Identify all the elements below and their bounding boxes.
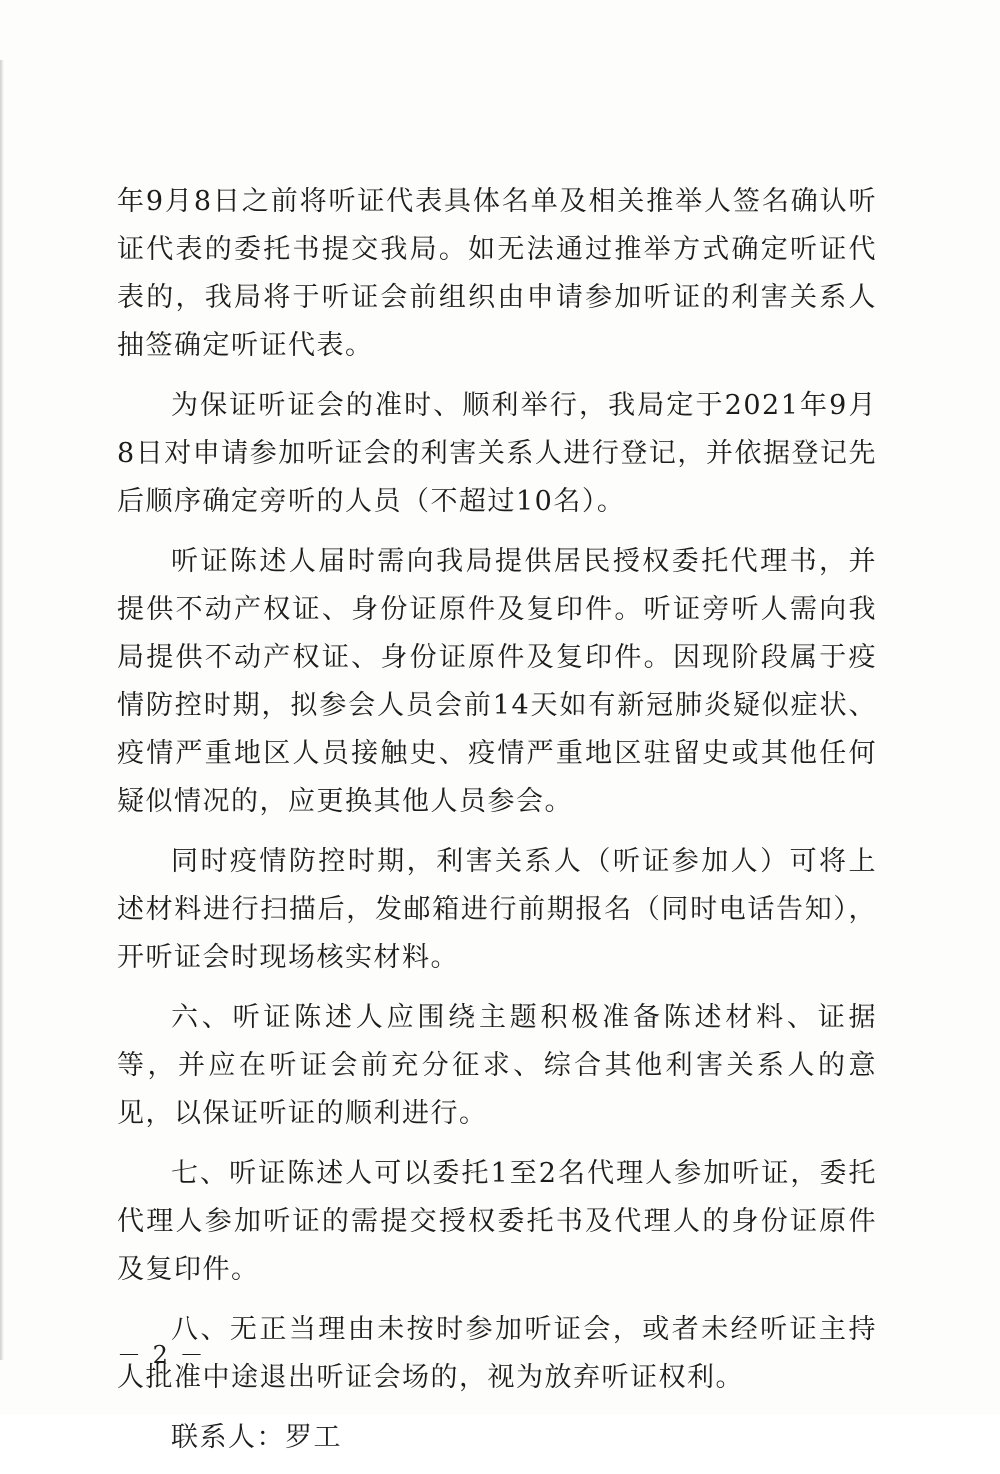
scan-edge-shadow (0, 60, 4, 1360)
paragraph-item-six: 六、听证陈述人应围绕主题积极准备陈述材料、证据等，并应在听证会前充分征求、综合其他利害关系人的意见，以保证听证的顺利进行。 (117, 1002, 877, 1129)
paragraph-materials: 听证陈述人届时需向我局提供居民授权委托代理书，并提供不动产权证、身份证原件及复印件。听证旁听人需向我局提供不动产权证、身份证原件及复印件。因现阶段属于疫情防控时期，拟参会人员会前14天如有新冠肺炎疑似症状、疫情严重地区人员接触史、疫情严重地区驻留史或其他任何疑似情况的，应更换其他人员参会。 (117, 546, 877, 817)
paragraph-item-eight: 八、无正当理由未按时参加听证会，或者未经听证主持人批准中途退出听证会场的，视为放弃听证权利。 (117, 1314, 877, 1393)
document-body (117, 178, 877, 1474)
paragraph-contact: 联系人：罗工 (171, 1422, 342, 1453)
page-number: － 2 － (117, 1341, 206, 1369)
paragraph-epidemic: 同时疫情防控时期，利害关系人（听证参加人）可将上述材料进行扫描后，发邮箱进行前期报名（同时电话告知），开听证会时现场核实材料。 (117, 846, 877, 973)
paragraph-registration: 为保证听证会的准时、顺利举行，我局定于2021年9月8日对申请参加听证会的利害关系人进行登记，并依据登记先后顺序确定旁听的人员（不超过10名）。 (117, 390, 877, 517)
paragraph-continuation: 年9月8日之前将听证代表具体名单及相关推举人签名确认听证代表的委托书提交我局。如无法通过推举方式确定听证代表的，我局将于听证会前组织由申请参加听证的利害关系人抽签确定听证代表。 (117, 186, 877, 361)
paragraph-item-seven: 七、听证陈述人可以委托1至2名代理人参加听证，委托代理人参加听证的需提交授权委托书及代理人的身份证原件及复印件。 (117, 1158, 877, 1285)
